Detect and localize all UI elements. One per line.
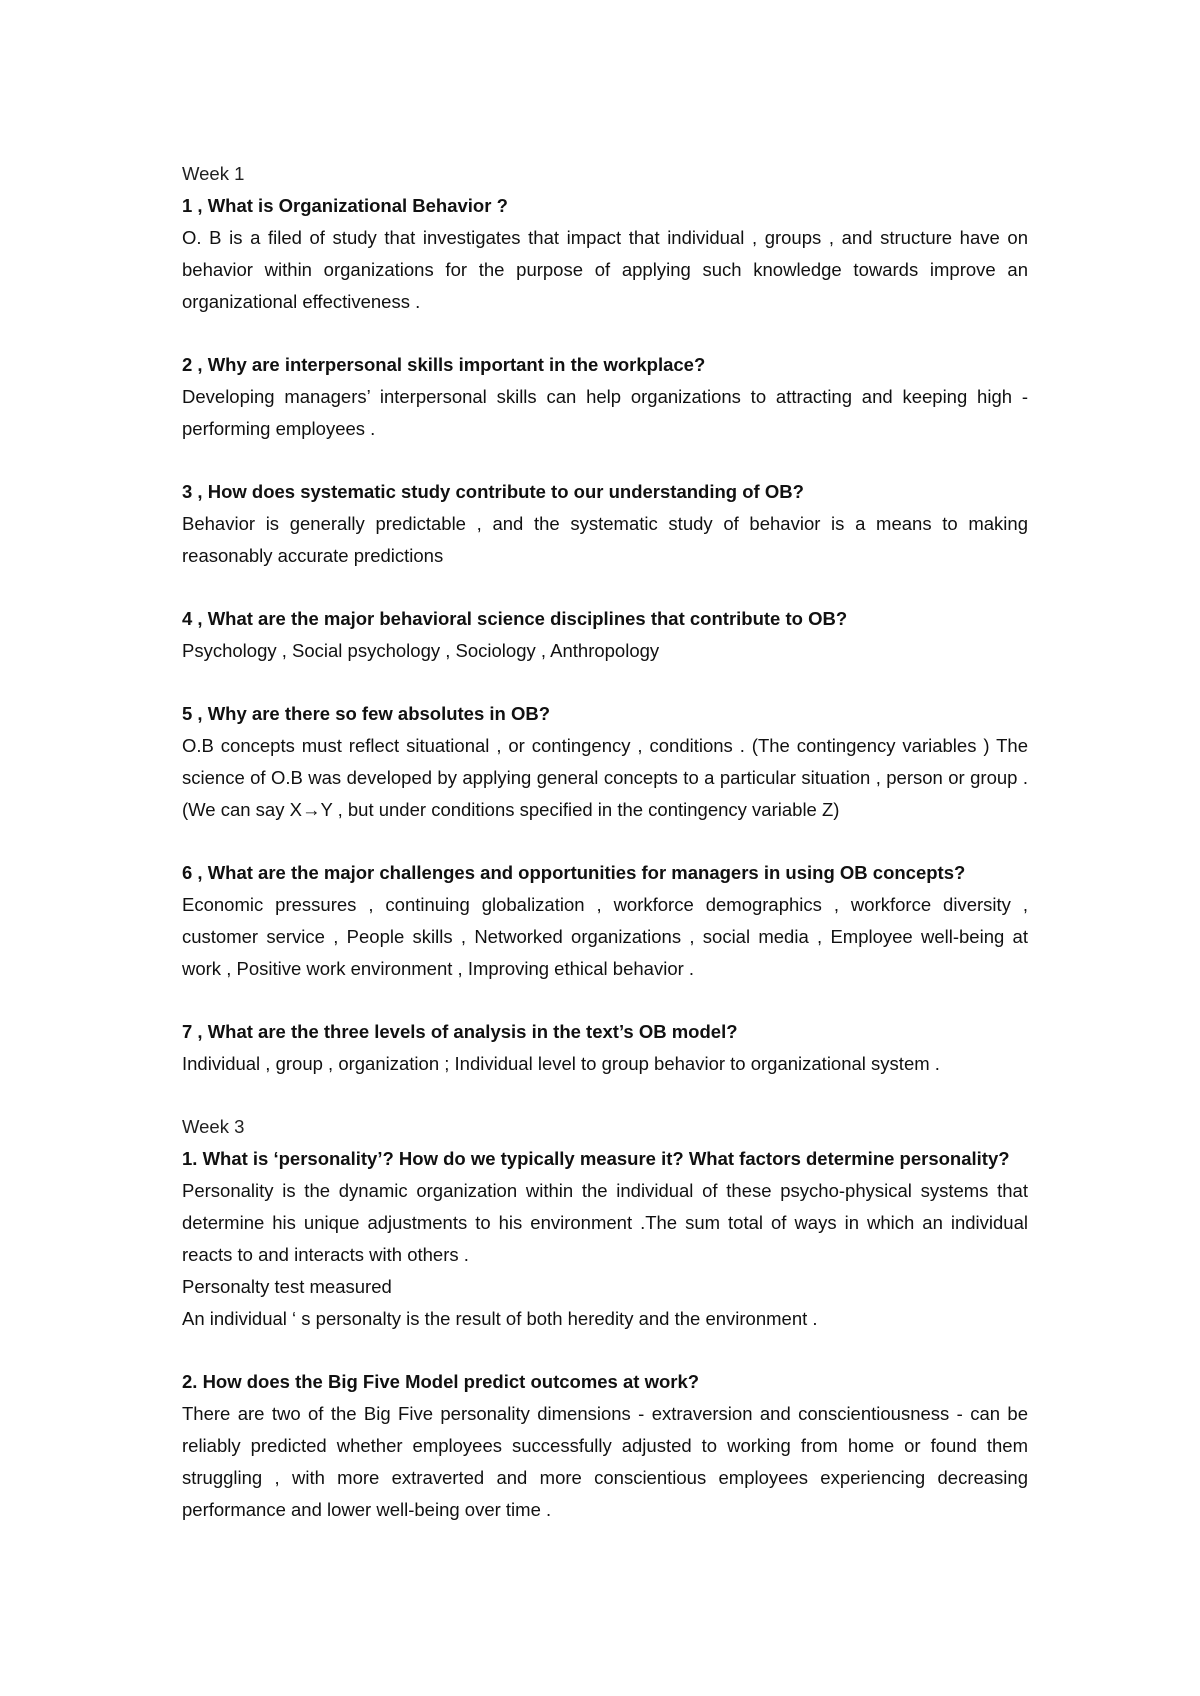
week-3-heading: Week 3 bbox=[182, 1116, 245, 1137]
answer-w1-6: Economic pressures , continuing globalization , workforce demographics , workforce diversity , customer service , People skills , Networked organizations , social media , Employee well-being at work , Positive work environment , Improving ethical behavior . bbox=[182, 894, 1028, 979]
document-body bbox=[182, 158, 1028, 1526]
answer-w1-7: Individual , group , organization ; Individual level to group behavior to organizational system . bbox=[182, 1053, 940, 1074]
answer-w1-3: Behavior is generally predictable , and the systematic study of behavior is a means to making reasonably accurate predictions bbox=[182, 513, 1028, 566]
answer-w3-1-line-3: An individual ‘ s personalty is the result of both heredity and the environment . bbox=[182, 1308, 818, 1329]
spacer bbox=[182, 1335, 1028, 1366]
spacer bbox=[182, 826, 1028, 857]
question-w1-5: 5 , Why are there so few absolutes in OB? bbox=[182, 703, 551, 724]
answer-w1-4: Psychology , Social psychology , Sociology , Anthropology bbox=[182, 640, 660, 661]
spacer bbox=[182, 1080, 1028, 1111]
question-w3-2: 2. How does the Big Five Model predict outcomes at work? bbox=[182, 1371, 700, 1392]
answer-w3-1: Personality is the dynamic organization within the individual of these psycho-physical systems that determine his unique adjustments to his environment .The sum total of ways in which an individual reacts to and interacts with others . bbox=[182, 1180, 1028, 1265]
question-w1-3: 3 , How does systematic study contribute to our understanding of OB? bbox=[182, 481, 804, 502]
question-w1-1: 1 , What is Organizational Behavior ? bbox=[182, 195, 508, 216]
answer-w3-1-line-2: Personalty test measured bbox=[182, 1276, 392, 1297]
answer-w1-2: Developing managers’ interpersonal skills can help organizations to attracting and keeping high - performing employees . bbox=[182, 386, 1028, 439]
answer-w1-1: O. B is a filed of study that investigates that impact that individual , groups , and structure have on behavior within organizations for the purpose of applying such knowledge towards improve an organizational effectiveness . bbox=[182, 227, 1028, 312]
question-w1-4: 4 , What are the major behavioral science disciplines that contribute to OB? bbox=[182, 608, 848, 629]
week-1-heading: Week 1 bbox=[182, 163, 245, 184]
question-w1-7: 7 , What are the three levels of analysis in the text’s OB model? bbox=[182, 1021, 738, 1042]
question-w1-6: 6 , What are the major challenges and opportunities for managers in using OB concepts? bbox=[182, 862, 966, 883]
spacer bbox=[182, 445, 1028, 476]
spacer bbox=[182, 667, 1028, 698]
question-w3-1: 1. What is ‘personality’? How do we typically measure it? What factors determine personality? bbox=[182, 1148, 1010, 1169]
answer-w1-5: O.B concepts must reflect situational , or contingency , conditions . (The contingency variables ) The science of O.B was developed by applying general concepts to a particular situation , person or group .(We can say X→Y , but under conditions specified in the contingency variable Z) bbox=[182, 735, 1028, 820]
spacer bbox=[182, 318, 1028, 349]
answer-w3-2: There are two of the Big Five personality dimensions - extraversion and conscientiousness - can be reliably predicted whether employees successfully adjusted to working from home or found them struggling , with more extraverted and more conscientious employees experiencing decreasing performance and lower well-being over time . bbox=[182, 1403, 1028, 1520]
spacer bbox=[182, 985, 1028, 1016]
spacer bbox=[182, 572, 1028, 603]
question-w1-2: 2 , Why are interpersonal skills important in the workplace? bbox=[182, 354, 706, 375]
